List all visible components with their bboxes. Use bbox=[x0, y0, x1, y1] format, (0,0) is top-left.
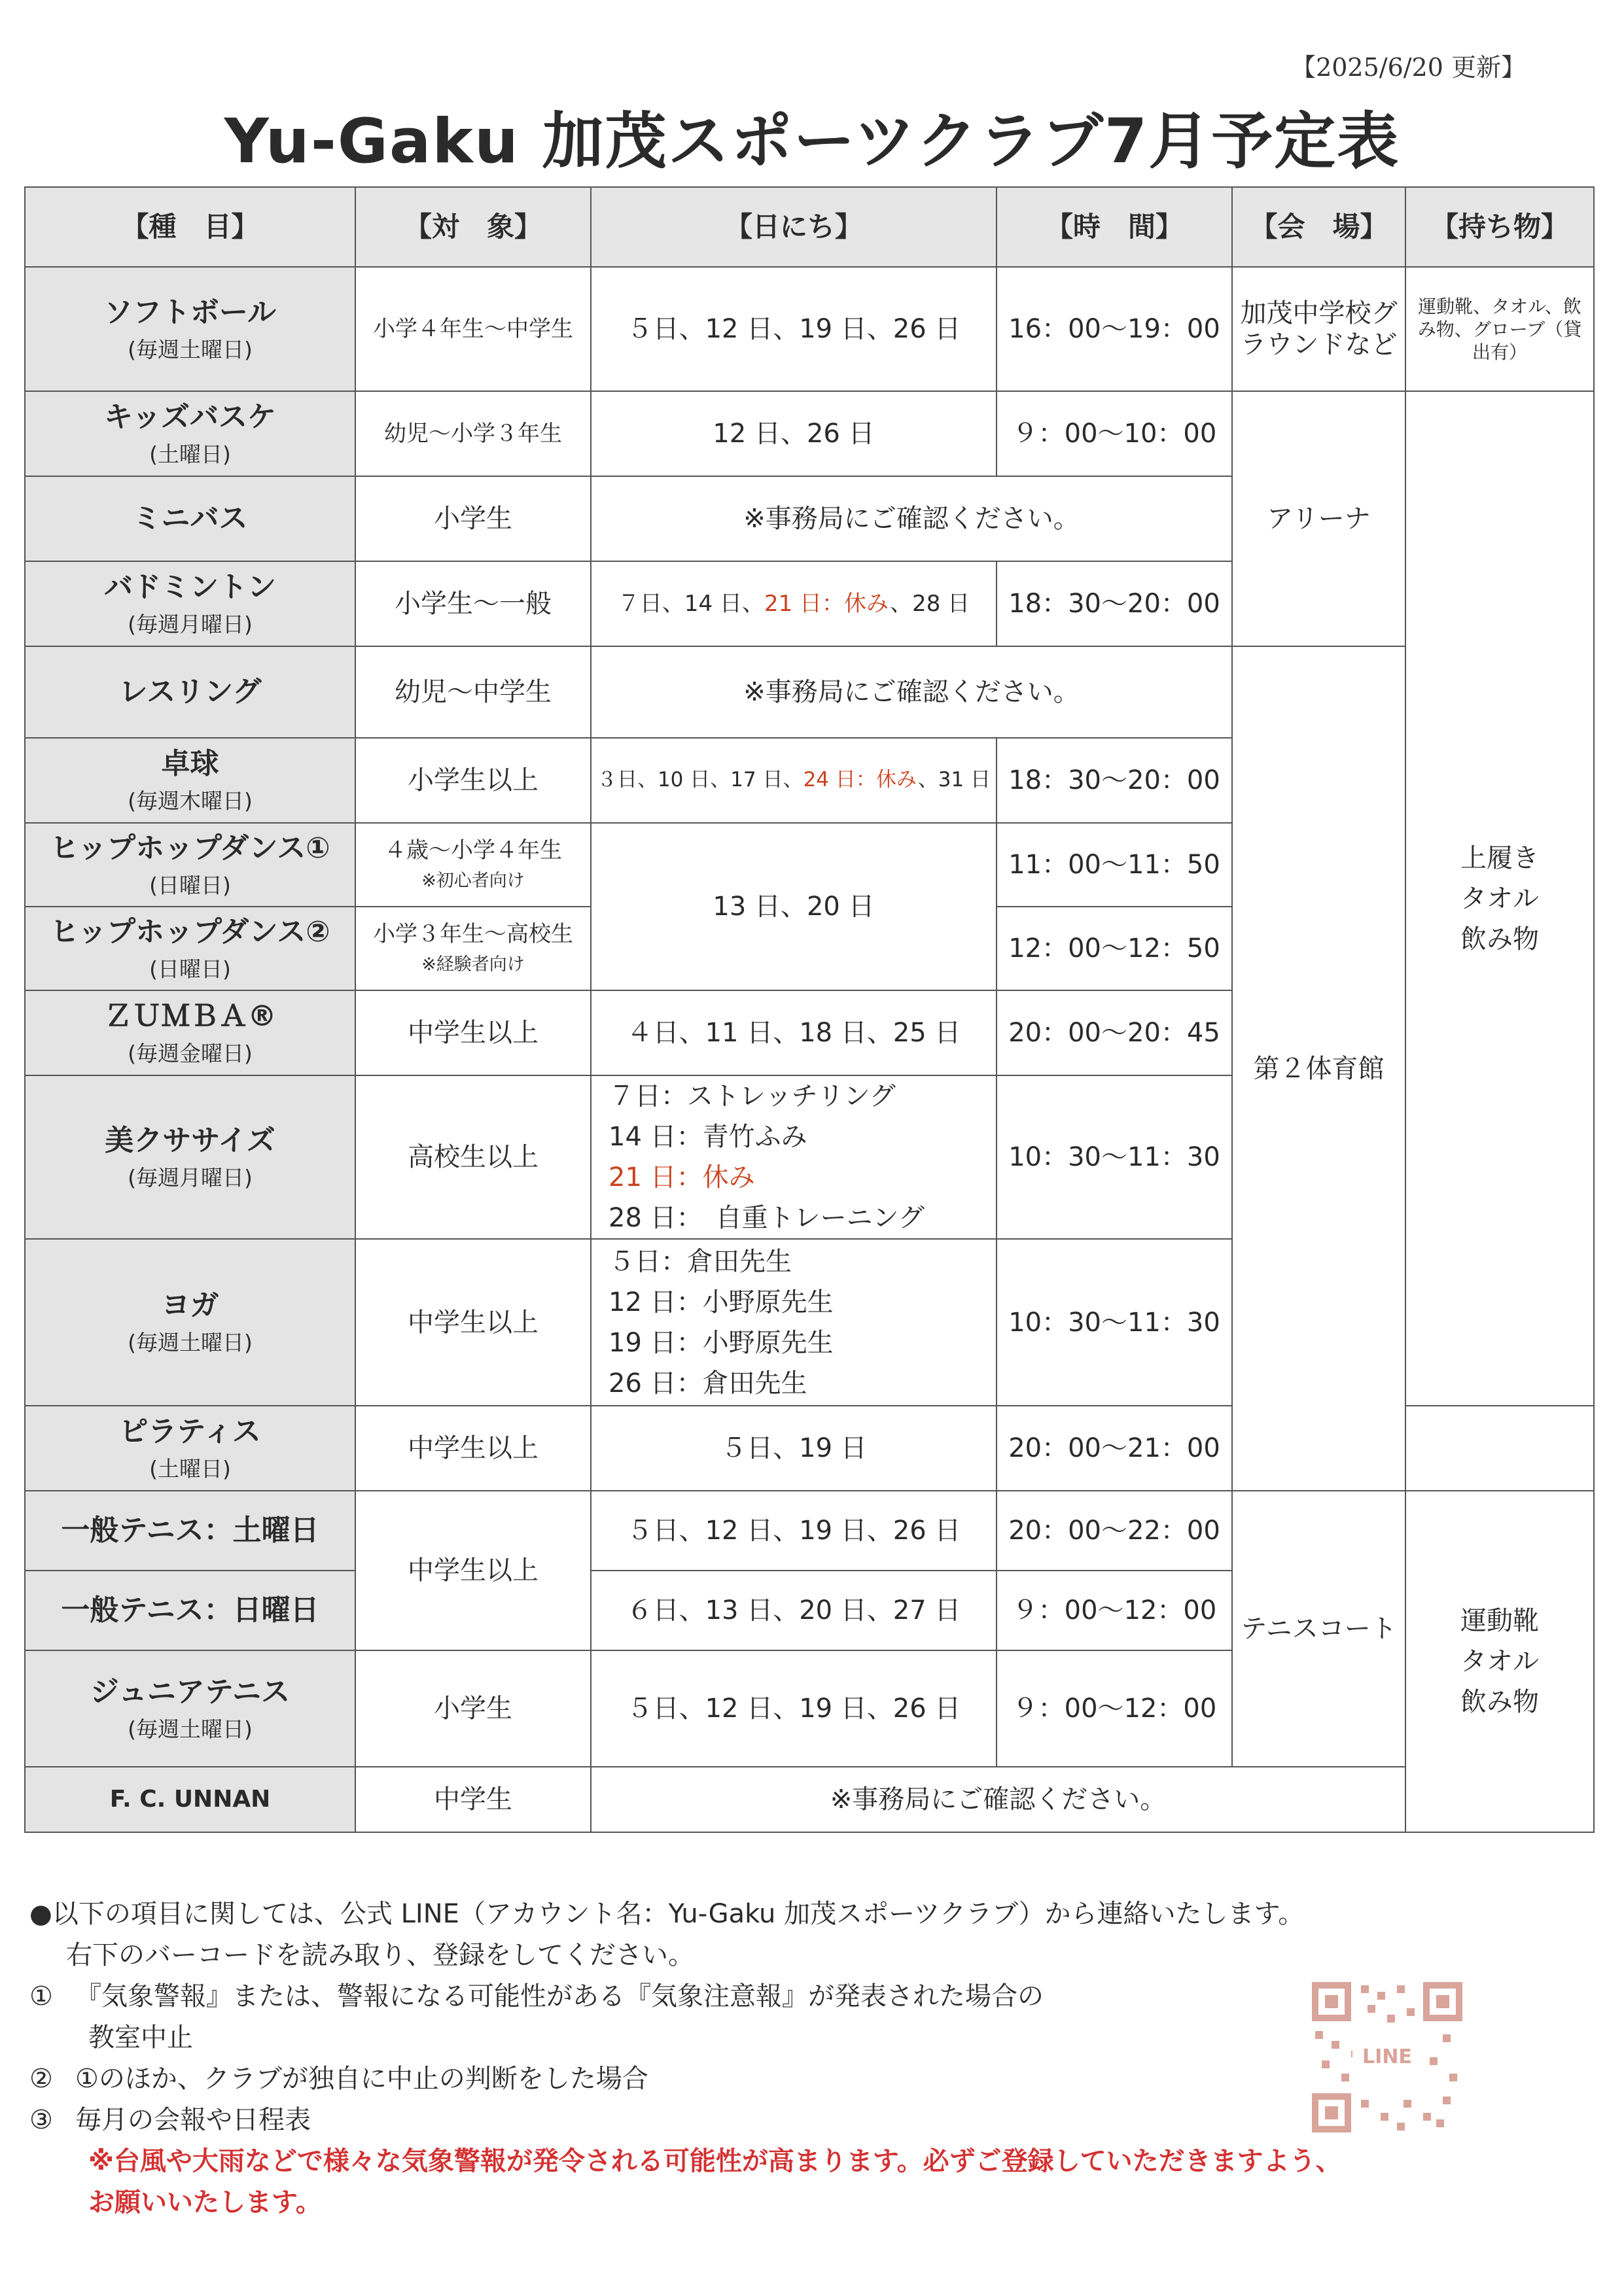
table-row bbox=[25, 646, 1594, 738]
dates-cell: ５日、12 日、19 日、26 日 bbox=[591, 267, 997, 391]
header-event: 【種 目】 bbox=[25, 187, 355, 267]
notice-item-cont: 教室中止 bbox=[88, 2023, 193, 2053]
target-cell: 高校生以上 bbox=[355, 1075, 591, 1239]
target-cell: 中学生以上 bbox=[355, 1239, 591, 1406]
time-cell: 16：00～19：00 bbox=[997, 267, 1232, 391]
dates-cell: ６日、13 日、20 日、27 日 bbox=[591, 1571, 997, 1650]
table-header-row bbox=[25, 187, 1594, 267]
dates-cell: ７日、14 日、21 日：休み、28 日 bbox=[591, 561, 997, 646]
event-kids-basket: キッズバスケ (土曜日) bbox=[25, 391, 355, 476]
qr-line-label: LINE bbox=[1362, 2045, 1412, 2068]
event-bikusasaizu: 美クササイズ (毎週月曜日) bbox=[25, 1075, 355, 1239]
header-time: 【時 間】 bbox=[997, 187, 1232, 267]
table-row bbox=[25, 1767, 1594, 1832]
dates-cell: ５日、19 日 bbox=[591, 1406, 997, 1491]
event-wrestling: レスリング bbox=[25, 646, 355, 738]
notice-item: ② ①のほか、クラブが独自に中止の判断をした場合 bbox=[29, 2064, 648, 2094]
target-cell: 中学生以上 bbox=[355, 1406, 591, 1491]
venue-arena: アリーナ bbox=[1232, 391, 1405, 646]
target-cell: 小学生 bbox=[355, 476, 591, 561]
header-target: 【対 象】 bbox=[355, 187, 591, 267]
time-cell: ９：00～12：00 bbox=[997, 1650, 1232, 1767]
time-cell: 12：00～12：50 bbox=[997, 907, 1232, 990]
dates-cell: ５日、12 日、19 日、26 日 bbox=[591, 1650, 997, 1767]
target-cell: ４歳～小学４年生 ※初心者向け bbox=[355, 823, 591, 907]
page-title: Yu-Gaku 加茂スポーツクラブ7月予定表 bbox=[224, 106, 1400, 177]
dates-cell: ※事務局にご確認ください。 bbox=[591, 646, 1232, 738]
items-tennis: 運動靴 タオル 飲み物 bbox=[1405, 1491, 1594, 1832]
event-mini-basket: ミニバス bbox=[25, 476, 355, 561]
target-cell: 小学生 bbox=[355, 1650, 591, 1767]
venue-gym2: 第２体育館 bbox=[1232, 646, 1405, 1491]
time-cell: ９：00～10：00 bbox=[997, 391, 1232, 476]
notice-item: ③ 毎月の会報や日程表 bbox=[29, 2105, 311, 2135]
dates-cell: ※事務局にご確認ください。 bbox=[591, 476, 1232, 561]
time-cell: 11：00～11：50 bbox=[997, 823, 1232, 907]
time-cell: 18：30～20：00 bbox=[997, 561, 1232, 646]
warning-text-2: お願いいたします。 bbox=[88, 2187, 322, 2218]
update-date: 【2025/6/20 更新】 bbox=[1291, 53, 1526, 82]
time-cell: ９：00～12：00 bbox=[997, 1571, 1232, 1650]
event-junior-tennis: ジュニアテニス (毎週土曜日) bbox=[25, 1650, 355, 1767]
dates-cell: 13 日、20 日 bbox=[591, 823, 997, 990]
schedule-table bbox=[24, 186, 1595, 1833]
venue-tennis-court: テニスコート bbox=[1232, 1491, 1405, 1767]
target-cell: 中学生 bbox=[355, 1767, 591, 1832]
venue-cell: 加茂中学校グラウンドなど bbox=[1232, 267, 1405, 391]
table-row bbox=[25, 1491, 1594, 1571]
event-fc-unnan: F. C. UNNAN bbox=[25, 1767, 355, 1832]
dates-cell: 12 日、26 日 bbox=[591, 391, 997, 476]
table-row bbox=[25, 267, 1594, 391]
header-items: 【持ち物】 bbox=[1405, 187, 1594, 267]
event-hiphop-1: ヒップホップダンス① (日曜日) bbox=[25, 823, 355, 907]
event-softball: ソフトボール (毎週土曜日) bbox=[25, 267, 355, 391]
event-table-tennis: 卓球 (毎週木曜日) bbox=[25, 738, 355, 823]
event-hiphop-2: ヒップホップダンス② (日曜日) bbox=[25, 907, 355, 990]
table-row bbox=[25, 391, 1594, 476]
warning-text: ※台風や大雨などで様々な気象警報が発令される可能性が高まります。必ずご登録していただきますよう、 bbox=[88, 2146, 1342, 2176]
time-cell: 18：30～20：00 bbox=[997, 738, 1232, 823]
dates-cell: ４日、11 日、18 日、25 日 bbox=[591, 990, 997, 1075]
target-cell: 中学生以上 bbox=[355, 990, 591, 1075]
event-tennis-saturday: 一般テニス：土曜日 bbox=[25, 1491, 355, 1571]
header-venue: 【会 場】 bbox=[1232, 187, 1405, 267]
target-cell: 小学４年生～中学生 bbox=[355, 267, 591, 391]
event-yoga: ヨガ (毎週土曜日) bbox=[25, 1239, 355, 1406]
time-cell: 20：00～21：00 bbox=[997, 1406, 1232, 1491]
time-cell: 10：30～11：30 bbox=[997, 1239, 1232, 1406]
target-cell: 小学３年生～高校生 ※経験者向け bbox=[355, 907, 591, 990]
header-dates: 【日にち】 bbox=[591, 187, 997, 267]
event-tennis-sunday: 一般テニス：日曜日 bbox=[25, 1571, 355, 1650]
time-cell: 10：30～11：30 bbox=[997, 1075, 1232, 1239]
dates-cell: ５日：倉田先生 12 日：小野原先生 19 日：小野原先生 26 日：倉田先生 bbox=[591, 1239, 997, 1406]
notice-intro-2: 右下のバーコードを読み取り、登録をしてください。 bbox=[66, 1940, 694, 1970]
items-cell: 運動靴、タオル、飲み物、グローブ（貸出有） bbox=[1405, 267, 1594, 391]
dates-cell: ※事務局にご確認ください。 bbox=[591, 1767, 1405, 1832]
target-cell: 小学生以上 bbox=[355, 738, 591, 823]
notice-item: ① 『気象警報』または、警報になる可能性がある『気象注意報』が発表された場合の bbox=[29, 1981, 1044, 2011]
target-cell: 幼児～小学３年生 bbox=[355, 391, 591, 476]
items-indoor: 上履き タオル 飲み物 bbox=[1405, 391, 1594, 1406]
event-badminton: バドミントン (毎週月曜日) bbox=[25, 561, 355, 646]
dates-cell: ３日、10 日、17 日、24 日：休み、31 日 bbox=[591, 738, 997, 823]
line-qr-code-icon[interactable] bbox=[1312, 1982, 1462, 2132]
target-cell: 小学生～一般 bbox=[355, 561, 591, 646]
notice-intro: ●以下の項目に関しては、公式 LINE（アカウント名：Yu-Gaku 加茂スポーツクラブ）から連絡いたします。 bbox=[29, 1899, 1305, 1929]
event-pilates: ピラティス (土曜日) bbox=[25, 1406, 355, 1491]
time-cell: 20：00～22：00 bbox=[997, 1491, 1232, 1571]
time-cell: 20：00～20：45 bbox=[997, 990, 1232, 1075]
target-cell: 中学生以上 bbox=[355, 1491, 591, 1650]
dates-cell: ５日、12 日、19 日、26 日 bbox=[591, 1491, 997, 1571]
event-zumba: ＺＵＭＢＡ® (毎週金曜日) bbox=[25, 990, 355, 1075]
dates-cell: ７日：ストレッチリング 14 日：青竹ふみ 21 日：休み 28 日： 自重トレーニング bbox=[591, 1075, 997, 1239]
target-cell: 幼児～中学生 bbox=[355, 646, 591, 738]
